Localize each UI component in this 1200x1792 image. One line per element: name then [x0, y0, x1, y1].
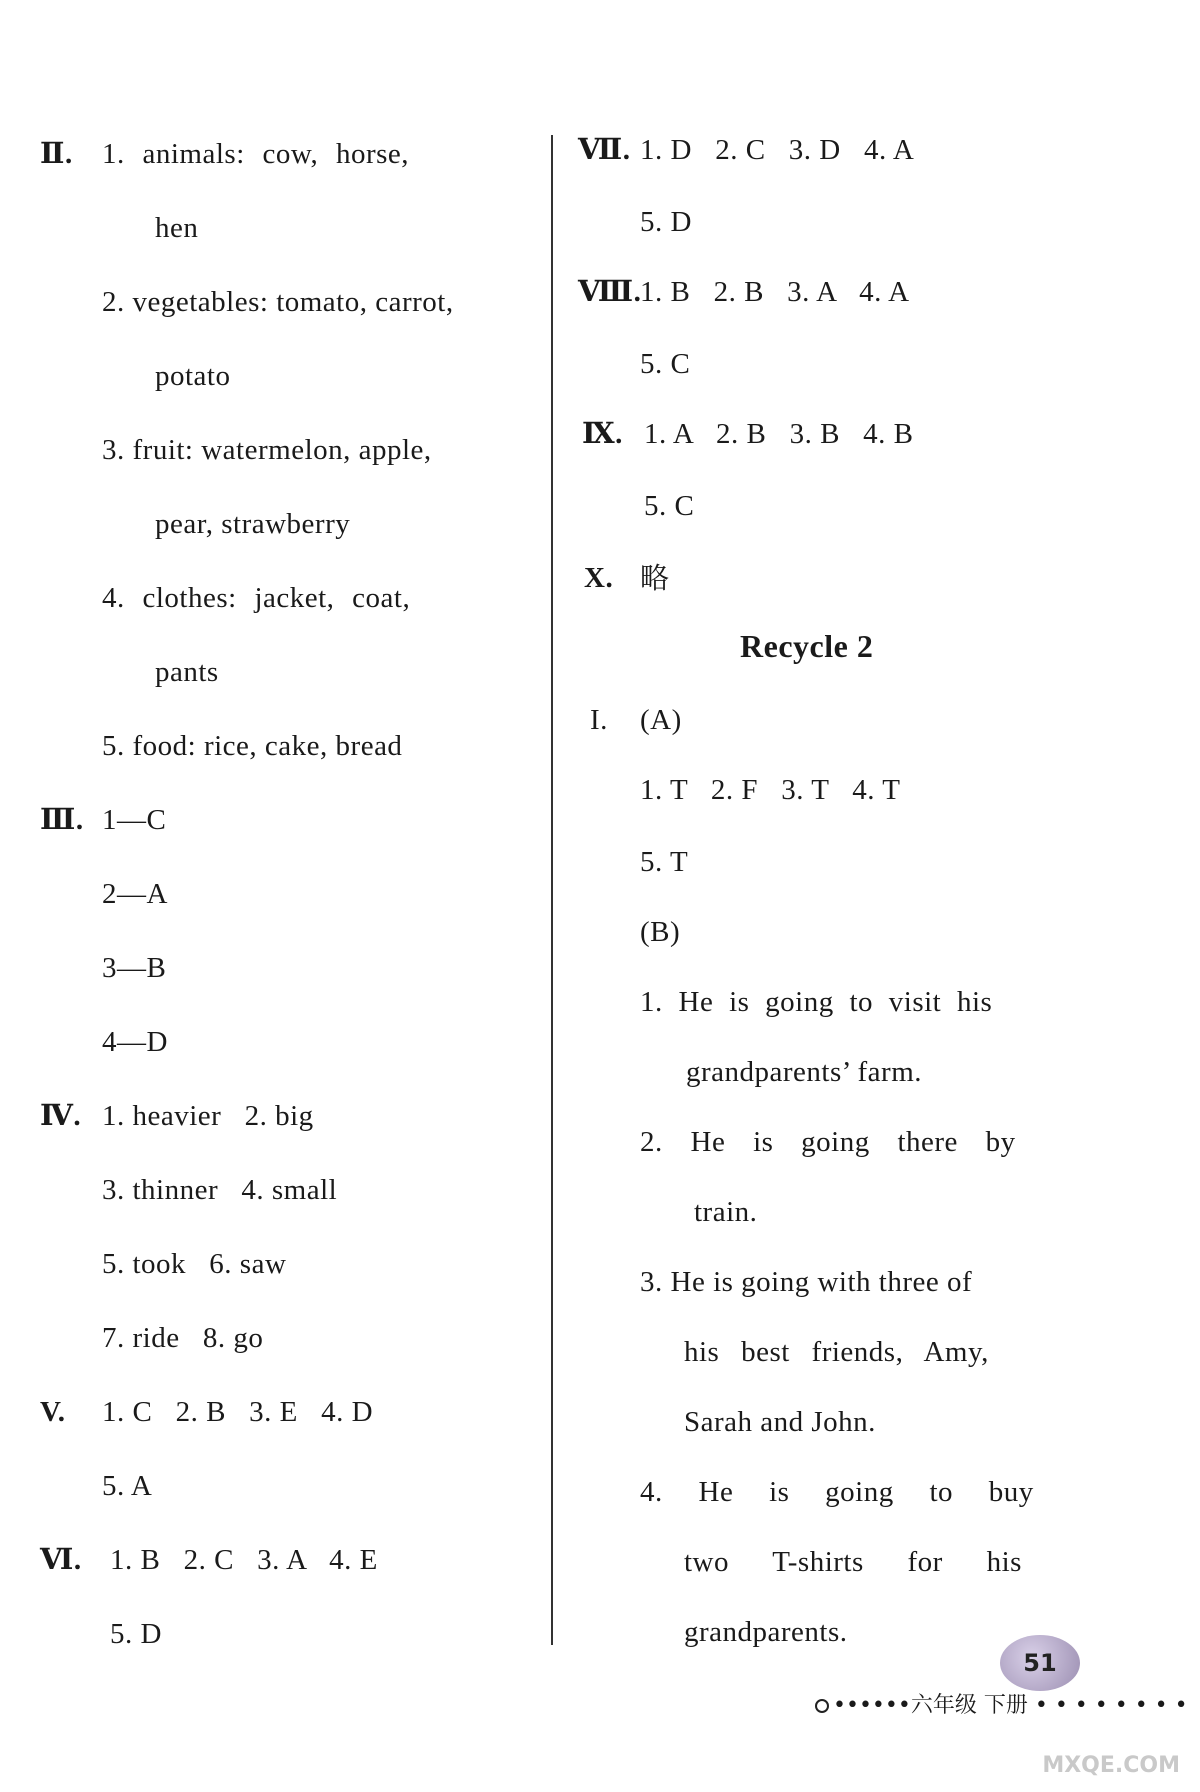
section-label-ii: Ⅱ.: [40, 138, 73, 170]
answer-line: 5. D: [110, 1618, 162, 1650]
answer-line: 5. took 6. saw: [102, 1248, 287, 1280]
answer-line: 2. vegetables: tomato, carrot,: [102, 286, 454, 318]
answer-line: 5. C: [644, 490, 695, 522]
section-heading: Recycle 2: [740, 628, 874, 664]
answer-line: 4—D: [102, 1026, 168, 1058]
section-label-iv: Ⅳ.: [40, 1100, 82, 1132]
answer-line: 3. He is going with three of: [640, 1266, 973, 1298]
answer-line: 5. T: [640, 846, 689, 878]
answer-line: 5. food: rice, cake, bread: [102, 730, 403, 762]
answer-line: 1. T 2. F 3. T 4. T: [640, 774, 901, 806]
answer-line: 1—C: [102, 804, 167, 836]
answer-line: 2. He is going there by: [640, 1126, 1016, 1158]
answer-line: 1. C 2. B 3. E 4. D: [102, 1396, 374, 1428]
answer-line: 1. A 2. B 3. B 4. B: [644, 418, 914, 450]
page-number-badge: [1000, 1635, 1080, 1691]
answer-line: potato: [155, 360, 231, 392]
footer-grade-text: ••••••六年级 下册: [833, 1693, 1028, 1718]
answer-line: 1. B 2. B 3. A 4. A: [640, 276, 910, 308]
answer-line: 5. C: [640, 348, 691, 380]
answer-line: 5. D: [640, 206, 692, 238]
answer-line: 5. A: [102, 1470, 153, 1502]
section-label-vi: Ⅵ.: [40, 1544, 82, 1576]
answer-line: pear, strawberry: [155, 508, 351, 540]
answer-line: 1. D 2. C 3. D 4. A: [640, 134, 915, 166]
answer-line: 1. He is going to visit his: [640, 986, 993, 1018]
answer-line: 3. thinner 4. small: [102, 1174, 338, 1206]
section-label-i: I.: [590, 704, 608, 736]
answer-line: 7. ride 8. go: [102, 1322, 264, 1354]
section-label-v: V.: [40, 1396, 66, 1428]
answer-line: pants: [155, 656, 219, 688]
answer-line: 3. fruit: watermelon, apple,: [102, 434, 432, 466]
answer-line: (B): [640, 916, 681, 948]
section-label-viii: Ⅷ.: [578, 276, 642, 308]
section-label-vii: Ⅶ.: [578, 134, 631, 166]
column-divider: [551, 135, 553, 1645]
answer-line: 1. B 2. C 3. A 4. E: [110, 1544, 378, 1576]
answer-line: hen: [155, 212, 199, 244]
footer-circle-icon: [815, 1699, 829, 1713]
section-label-iii: Ⅲ.: [40, 804, 84, 836]
answer-line: 1. animals: cow, horse,: [102, 138, 410, 170]
section-label-x: X.: [584, 562, 614, 594]
answer-line: (A): [640, 704, 682, 736]
answer-line: train.: [694, 1196, 758, 1228]
section-label-ix: Ⅸ.: [582, 418, 623, 450]
page-number: 51: [1023, 1649, 1057, 1677]
answer-line: 4. He is going to buy: [640, 1476, 1034, 1508]
footer-trailing-dots: • • • • • • • •: [1034, 1693, 1188, 1718]
answer-line: 3—B: [102, 952, 167, 984]
answer-line: 4. clothes: jacket, coat,: [102, 582, 411, 614]
answer-line: 2—A: [102, 878, 168, 910]
answer-line: grandparents’ farm.: [686, 1056, 923, 1088]
answer-line: grandparents.: [684, 1616, 848, 1648]
answer-line: two T-shirts for his: [684, 1546, 1022, 1578]
answer-line: his best friends, Amy,: [684, 1336, 989, 1368]
watermark-text: MXQE.COM: [1042, 1753, 1180, 1778]
watermark-logo: [1000, 1700, 1200, 1792]
answer-line: 1. heavier 2. big: [102, 1100, 314, 1132]
answer-line: 略: [640, 561, 670, 595]
answer-line: Sarah and John.: [684, 1406, 876, 1438]
